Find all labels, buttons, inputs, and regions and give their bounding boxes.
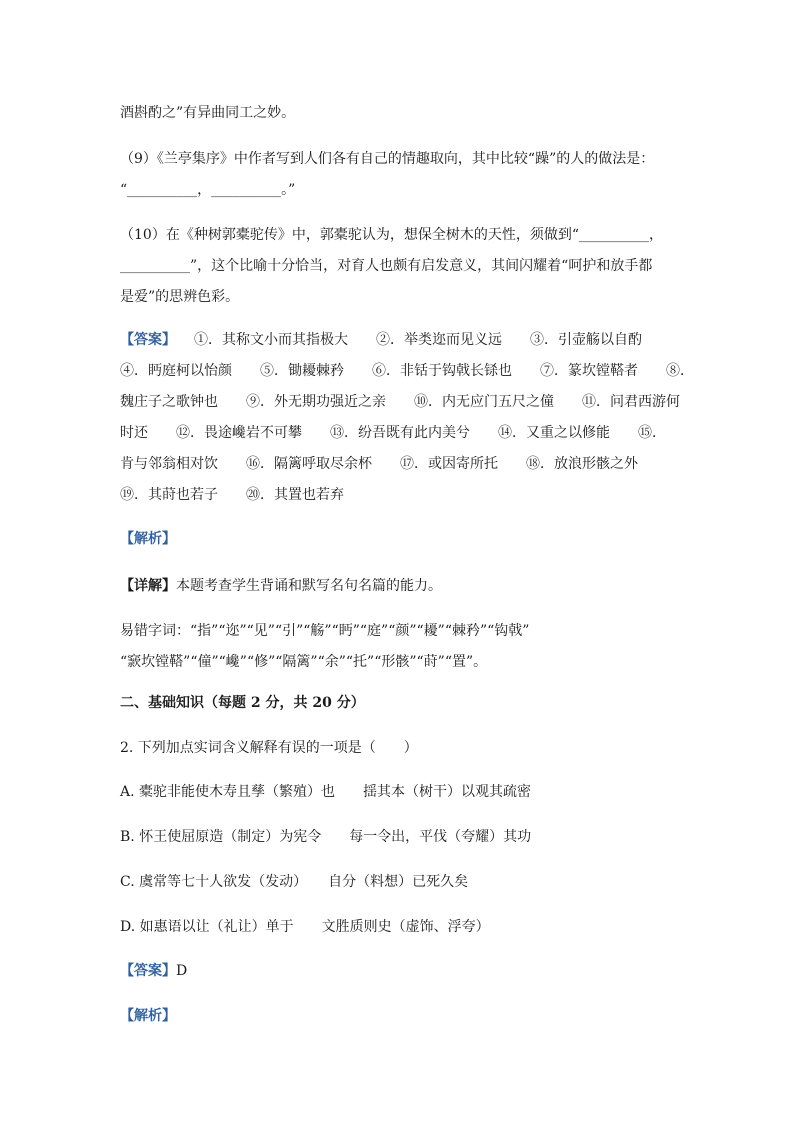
detail-block [120,571,680,602]
answer-label: 【答案】 [120,332,176,348]
answer-line-2: ④．眄庭柯以怡颜 ⑤．锄耰棘矜 ⑥．非铦于钩戟长铩也 ⑦．篆坎镗鞳者 ⑧． [120,363,694,379]
answer-2-label: 【答案】 [120,963,176,979]
detail-text: 本题考查学生背诵和默写名句名篇的能力。 [176,578,442,594]
option-d [120,912,680,943]
question-9 [120,144,680,206]
section-2-title-text: 二、基础知识（每题 2 分，共 20 分） [120,695,365,711]
option-a [120,777,680,808]
error-chars-line-2: “窾坎镗鞳”“僮”“巉”“修”“隔篱”“余”“托”“形骸”“莳”“置”。 [120,654,488,670]
top-line [120,98,680,129]
answer-block-2 [120,956,680,987]
error-chars-block [120,616,680,678]
question-2-stem-text: 2. 下列加点实词含义解释有误的一项是（ ） [120,740,418,756]
option-b-text: B. 怀王使屈原造（制定）为宪令 每一令出，平伐（夸耀）其功 [120,829,532,845]
analysis-2-label: 【解析】 [120,1008,176,1024]
analysis-label: 【解析】 [120,531,176,547]
question-10-line-3: 是爱”的思辨色彩。 [120,289,240,305]
answer-text-1: ①．其称文小而其指极大 ②．举类迩而见义远 ③．引壶觞以自酌 [194,332,642,348]
question-9-line-1: （9）《兰亭集序》中作者写到人们各有自己的情趣取向，其中比较“躁”的人的做法是： [120,151,655,167]
detail-label: 【详解】 [120,578,176,594]
question-10-line-1: （10）在《种树郭橐驼传》中，郭橐驼认为，想保全树木的天性，须做到“__________， [120,227,663,243]
error-chars-line-1: 易错字词：“指”“迩”“见”“引”“觞”“眄”“庭”“颜”“耰”“棘矜”“钩戟” [120,623,530,639]
answer-2-value: D [176,963,188,979]
option-c [120,867,680,898]
section-2-title [120,688,680,719]
analysis-block-2 [120,1001,680,1032]
answer-line-6: ⑲．其莳也若子 ⑳．其置也若弃 [120,487,344,503]
question-10-line-2: __________”，这个比喻十分恰当，对育人也颇有启发意义，其间闪耀着“呵护和放手都 [120,258,653,274]
question-9-line-2: “__________，__________。” [120,182,296,198]
answer-block-1 [120,325,694,511]
option-a-text: A. 橐驼非能使木寿且孳（繁殖）也 揺其本（树干）以观其疏密 [120,784,532,800]
analysis-block-1 [120,524,680,555]
question-10 [120,220,680,313]
option-c-text: C. 虞常等七十人欲发（发动） 自分（料想）已死久矣 [120,874,469,890]
answer-line-1 [120,325,680,356]
answer-line-4: 时还 ⑫．畏途巉岩不可攀 ⑬．纷吾既有此内美兮 ⑭．又重之以修能 ⑮． [120,425,666,441]
answer-line-3: 魏庄子之歌钟也 ⑨．外无期功强近之亲 ⑩．内无应门五尺之僮 ⑪．问君西游何 [120,394,680,410]
top-line-text: 酒斟酌之”有异曲同工之妙。 [120,105,296,121]
option-b [120,822,680,853]
option-d-text: D. 如惠语以让（礼让）单于 文胜质则史（虚饰、浮夸） [120,919,490,935]
answer-line-5: 肯与邻翁相对饮 ⑯．隔篱呼取尽余杯 ⑰．或因寄所托 ⑱．放浪形骸之外 [120,456,638,472]
question-2-stem [120,733,680,764]
